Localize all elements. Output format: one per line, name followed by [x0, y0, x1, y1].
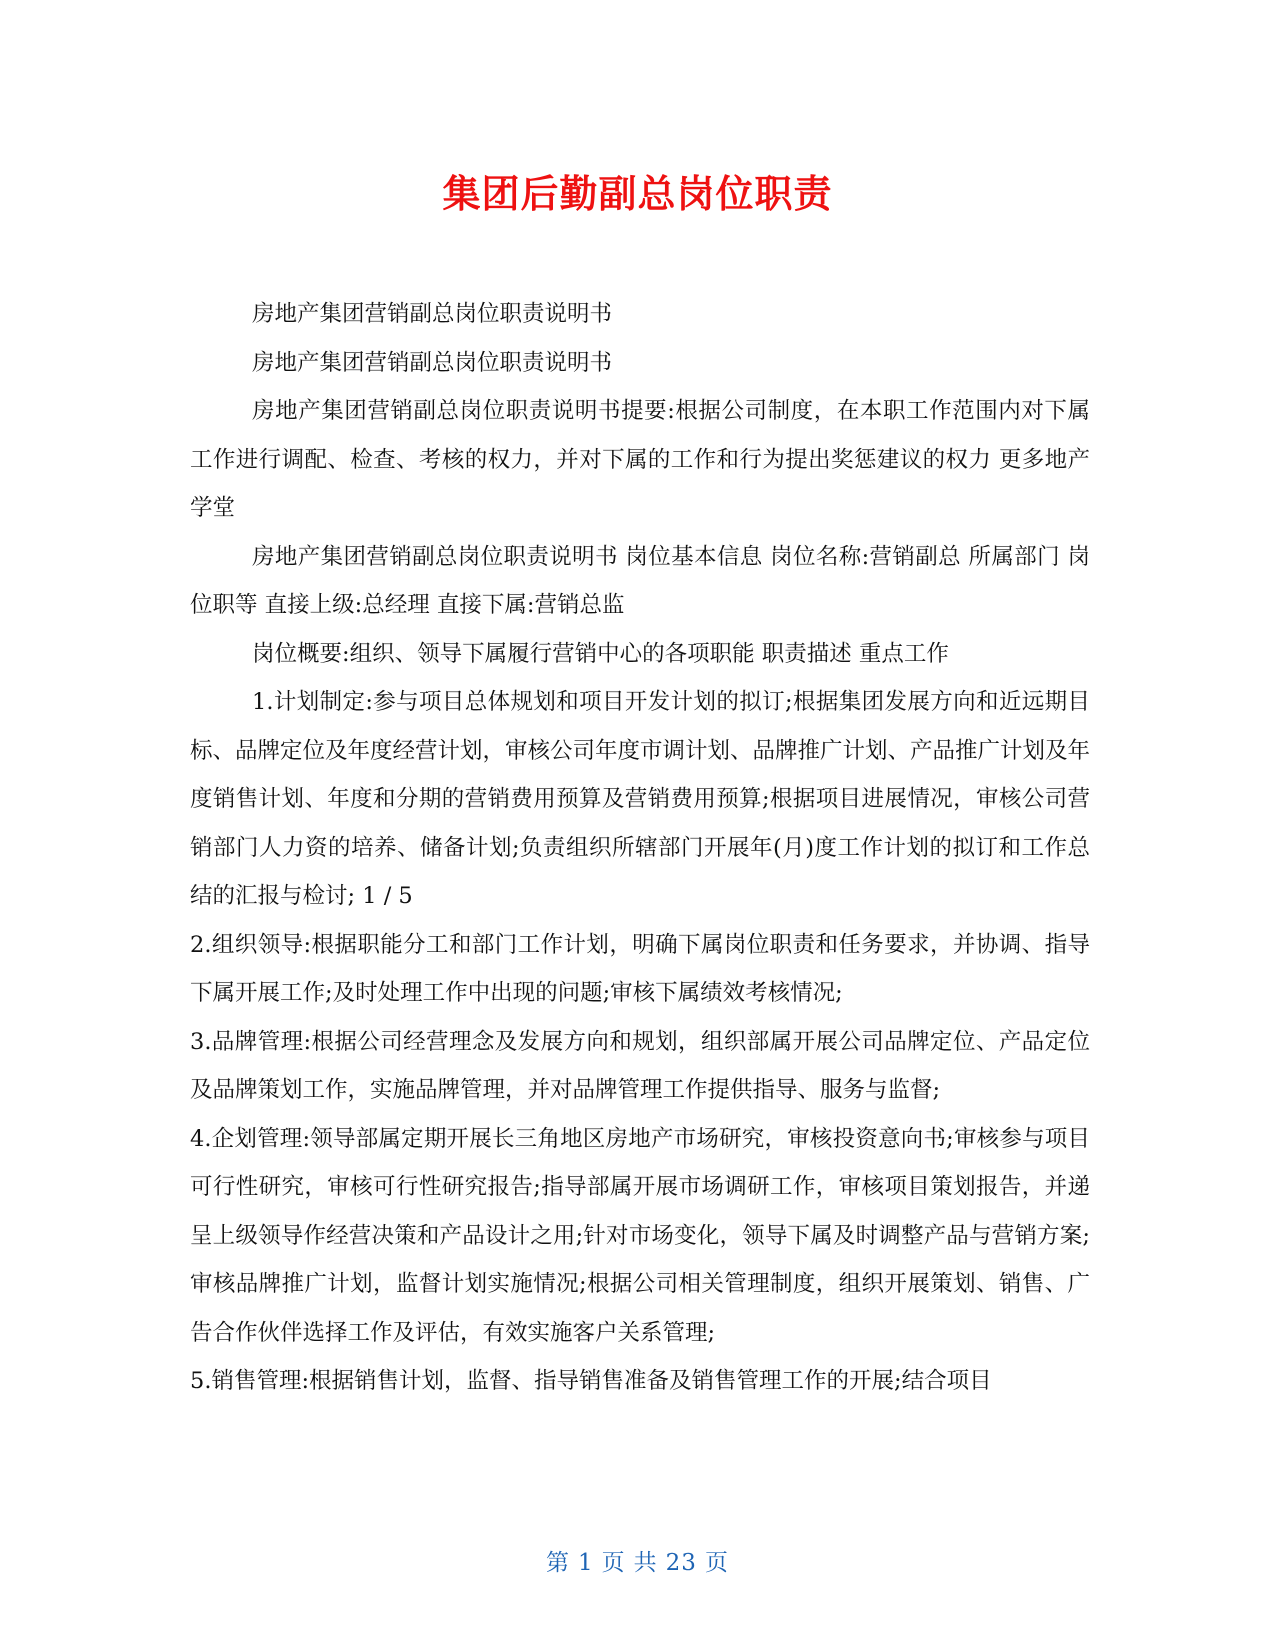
- footer-page-word: 第: [546, 1550, 571, 1576]
- document-body: [190, 290, 1090, 1406]
- paragraph: 2.组织领导:根据职能分工和部门工作计划，明确下属岗位职责和任务要求，并协调、指导下属开展工作;及时处理工作中出现的问题;审核下属绩效考核情况;: [190, 931, 1090, 1006]
- page-footer: [0, 1544, 1275, 1577]
- paragraph: 3.品牌管理:根据公司经营理念及发展方向和规划，组织部属开展公司品牌定位、产品定位及品牌策划工作，实施品牌管理，并对品牌管理工作提供指导、服务与监督;: [190, 1028, 1090, 1103]
- paragraph: 5.销售管理:根据销售计划，监督、指导销售准备及销售管理工作的开展;结合项目: [190, 1368, 992, 1394]
- paragraph: 房地产集团营销副总岗位职责说明书: [252, 301, 613, 327]
- paragraph: 4.企划管理:领导部属定期开展长三角地区房地产市场研究，审核投资意向书;审核参与项目可行性研究，审核可行性研究报告;指导部属开展市场调研工作，审核项目策划报告，并递呈上级领导作经营决策和产品设计之用;针对市场变化，领导下属及时调整产品与营销方案;审核品牌推广计划，监督计划实施情况;根据公司相关管理制度，组织开展策划、销售、广告合作伙伴选择工作及评估，有效实施客户关系管理;: [190, 1125, 1090, 1346]
- footer-page-unit: 页: [601, 1550, 626, 1576]
- paragraph: 岗位概要:组织、领导下属履行营销中心的各项职能 职责描述 重点工作: [252, 640, 949, 667]
- footer-page-number: 1: [578, 1550, 594, 1576]
- paragraph: 房地产集团营销副总岗位职责说明书 岗位基本信息 岗位名称:营销副总 所属部门 岗位职等 直接上级:总经理 直接下属:营销总监: [190, 543, 1090, 618]
- footer-total-pages: 23: [665, 1550, 697, 1576]
- paragraph: 房地产集团营销副总岗位职责说明书: [252, 349, 613, 376]
- paragraph: 1.计划制定:参与项目总体规划和项目开发计划的拟订;根据集团发展方向和近远期目标、品牌定位及年度经营计划，审核公司年度市调计划、品牌推广计划、产品推广计划及年度销售计划、年度和分期的营销费用预算及营销费用预算;根据项目进展情况，审核公司营销部门人力资的培养、储备计划;负责组织所辖部门开展年(月)度工作计划的拟订和工作总结的汇报与检讨; 1 / 5: [190, 689, 1091, 909]
- footer-total-word: 共: [633, 1550, 658, 1576]
- paragraph: 房地产集团营销副总岗位职责说明书提要:根据公司制度，在本职工作范围内对下属工作进行调配、检查、考核的权力，并对下属的工作和行为提出奖惩建议的权力 更多地产学堂: [190, 398, 1090, 521]
- footer-total-unit: 页: [704, 1550, 729, 1576]
- document-title: 集团后勤副总岗位职责: [442, 172, 833, 216]
